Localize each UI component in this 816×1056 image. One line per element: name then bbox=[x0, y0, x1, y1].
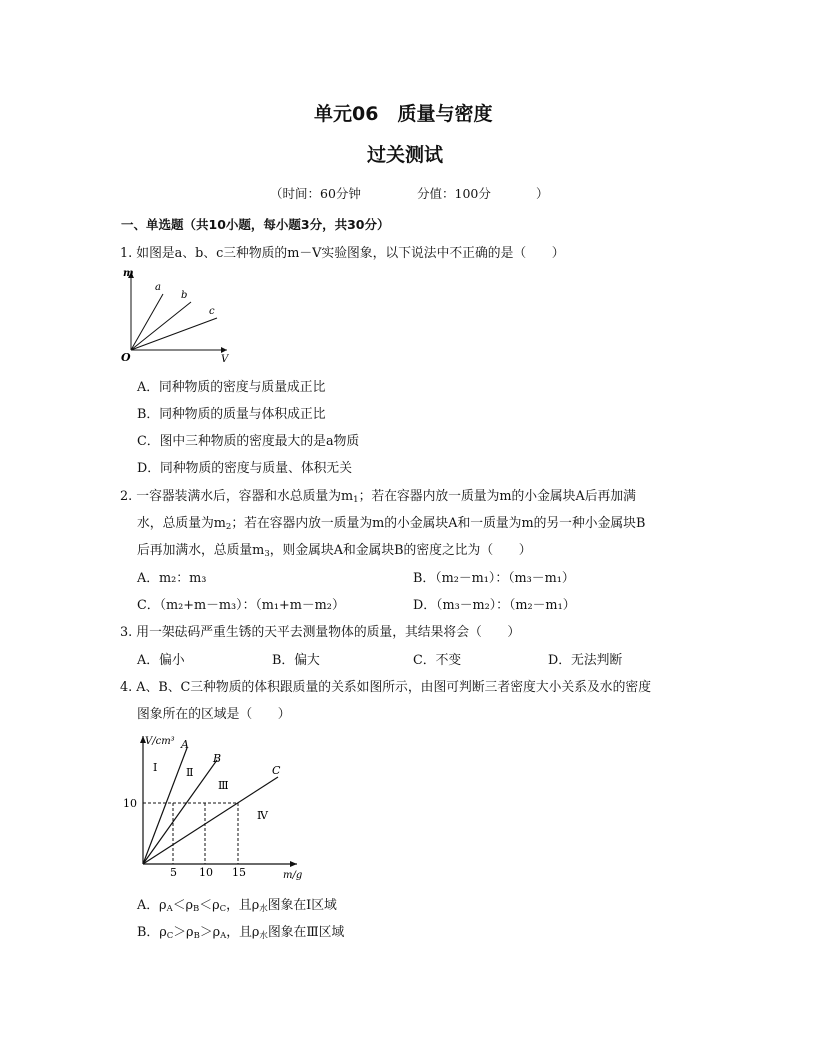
q1-y-axis-label: m bbox=[123, 268, 134, 279]
q4-x-tick-5: 5 bbox=[170, 866, 177, 879]
q3-option-d[interactable]: D．无法判断 bbox=[548, 653, 623, 668]
score-label: 分值：100分 bbox=[417, 186, 491, 201]
q4-region-4: Ⅳ bbox=[257, 809, 268, 822]
q4-option-b[interactable]: B．$\rho_C>\rho_B>\rho_A$，且$\rho_水$图象在Ⅲ区域 bbox=[137, 925, 345, 941]
line-B bbox=[143, 760, 217, 864]
q1-origin-label: O bbox=[121, 351, 131, 364]
q1-option-c[interactable]: C．图中三种物质的密度最大的是a物质 bbox=[137, 434, 360, 449]
q4-label-C: C bbox=[272, 764, 281, 777]
question-1-stem: 1. 如图是a、b、c三种物质的m－V实验图象，以下说法中不正确的是（ ） bbox=[120, 246, 565, 261]
q4-x-axis-label: m/g bbox=[283, 870, 303, 881]
q1-x-axis-label: V bbox=[221, 354, 229, 365]
question-4-line-1: 4. A、B、C三种物质的体积跟质量的关系如图所示，由图可判断三者密度大小关系及水的密度 bbox=[120, 680, 651, 695]
q4-x-tick-15: 15 bbox=[232, 866, 246, 879]
q2-option-c[interactable]: C．（m₂+m－m₃）：（m₁+m－m₂） bbox=[137, 598, 345, 613]
q2-option-b[interactable]: B．（m₂－m₁）：（m₃－m₁） bbox=[413, 571, 575, 586]
question-2-line-2: 水，总质量为$m_2$；若在容器内放一质量为m的小金属块A和一质量为m的另一种小金属块B bbox=[137, 516, 646, 532]
q2-option-a[interactable]: A．m₂：m₃ bbox=[137, 571, 207, 586]
q4-region-2: Ⅱ bbox=[186, 766, 194, 779]
question-4-line-2: 图象所在的区域是（ ） bbox=[137, 707, 291, 722]
close-paren: ） bbox=[536, 186, 549, 201]
q3-option-a[interactable]: A．偏小 bbox=[137, 653, 185, 668]
q1-option-a[interactable]: A．同种物质的密度与质量成正比 bbox=[137, 380, 326, 395]
q1-label-a: a bbox=[155, 282, 161, 293]
question-2-line-3: 后再加满水，总质量$m_3$，则金属块A和金属块B的密度之比为（ ） bbox=[137, 543, 532, 559]
time-label: （时间：60分钟 bbox=[270, 186, 361, 201]
q4-y-tick-10: 10 bbox=[123, 797, 137, 810]
q2-option-d[interactable]: D．（m₃－m₂）：（m₂－m₁） bbox=[413, 598, 576, 613]
q3-option-c[interactable]: C．不变 bbox=[413, 653, 462, 668]
line-a bbox=[131, 294, 163, 350]
line-A bbox=[143, 748, 187, 864]
q1-label-c: c bbox=[209, 306, 215, 317]
q4-x-tick-10: 10 bbox=[199, 866, 213, 879]
q1-option-d[interactable]: D．同种物质的密度与质量、体积无关 bbox=[137, 461, 353, 476]
question-3-stem: 3. 用一架砝码严重生锈的天平去测量物体的质量，其结果将会（ ） bbox=[120, 625, 521, 640]
q4-y-axis-label: V/cm³ bbox=[145, 736, 175, 747]
q1-label-b: b bbox=[181, 290, 188, 301]
q4-label-A: A bbox=[181, 738, 189, 751]
q3-option-b[interactable]: B．偏大 bbox=[272, 653, 320, 668]
sub-title: 过关测试 bbox=[367, 144, 444, 166]
q4-label-B: B bbox=[213, 752, 222, 765]
q4-vm-graph bbox=[115, 730, 305, 882]
unit-title: 单元06 质量与密度 bbox=[314, 103, 493, 125]
section-heading: 一、单选题（共10小题，每小题3分，共30分） bbox=[121, 217, 390, 232]
question-2-line-1: 2. 一容器装满水后，容器和水总质量为$m_1$；若在容器内放一质量为m的小金属块A后再加满 bbox=[120, 489, 636, 505]
q4-region-1: Ⅰ bbox=[153, 761, 158, 774]
line-b bbox=[131, 302, 191, 350]
q1-option-b[interactable]: B．同种物质的质量与体积成正比 bbox=[137, 407, 326, 422]
q4-option-a[interactable]: A．$\rho_A<\rho_B<\rho_C$，且$\rho_水$图象在Ⅰ区域 bbox=[137, 898, 337, 914]
q4-region-3: Ⅲ bbox=[218, 779, 229, 792]
q1-mv-graph bbox=[115, 264, 240, 368]
line-c bbox=[131, 318, 217, 350]
